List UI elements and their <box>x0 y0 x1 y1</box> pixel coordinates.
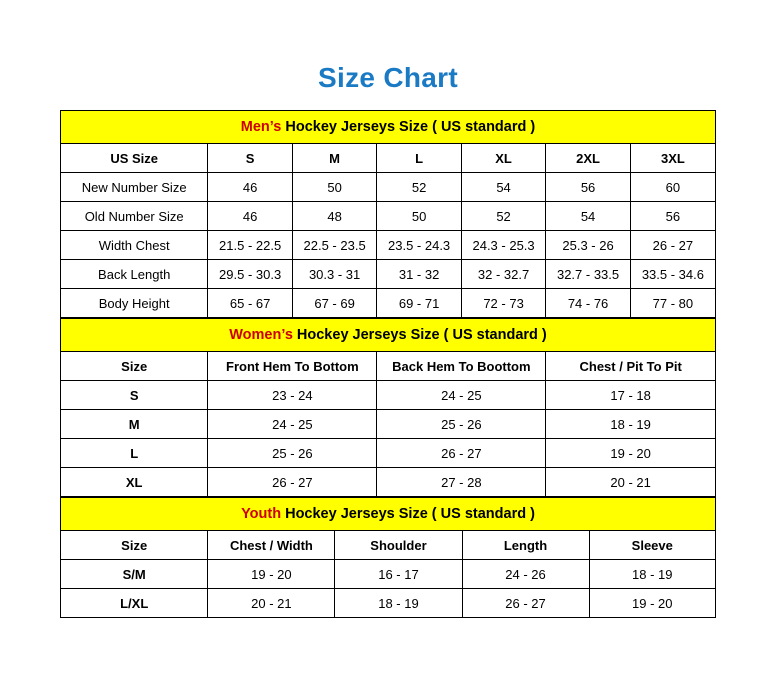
table-row <box>61 410 716 439</box>
womens-section-heading-row <box>61 319 716 352</box>
mens-row-0-val-0: 46 <box>208 173 292 202</box>
youth-col-4: Sleeve <box>589 531 715 560</box>
womens-row-2-val-2: 19 - 20 <box>546 439 716 468</box>
mens-row-3-val-5: 33.5 - 34.6 <box>630 260 715 289</box>
youth-heading-rest: Hockey Jerseys Size ( US standard ) <box>281 506 535 522</box>
youth-row-0-val-2: 24 - 26 <box>462 560 589 589</box>
mens-col-3: L <box>377 144 461 173</box>
youth-col-0: Size <box>61 531 208 560</box>
youth-section-heading-row <box>61 498 716 531</box>
mens-col-4: XL <box>461 144 545 173</box>
youth-row-1-val-3: 19 - 20 <box>589 589 715 618</box>
womens-col-1: Front Hem To Bottom <box>208 352 377 381</box>
womens-row-1-label: M <box>61 410 208 439</box>
mens-heading-rest: Hockey Jerseys Size ( US standard ) <box>281 119 536 135</box>
youth-heading-accent: Youth <box>241 506 282 522</box>
youth-size-table <box>60 497 716 618</box>
womens-row-3-label: XL <box>61 468 208 497</box>
mens-row-2-val-2: 23.5 - 24.3 <box>377 231 461 260</box>
mens-row-4-val-2: 69 - 71 <box>377 289 461 318</box>
mens-row-1-val-3: 52 <box>461 202 545 231</box>
womens-row-3-val-0: 26 - 27 <box>208 468 377 497</box>
mens-row-1-label: Old Number Size <box>61 202 208 231</box>
mens-row-3-val-0: 29.5 - 30.3 <box>208 260 292 289</box>
youth-row-0-val-0: 19 - 20 <box>208 560 335 589</box>
womens-heading-rest: Hockey Jerseys Size ( US standard ) <box>292 327 547 343</box>
mens-row-3-val-4: 32.7 - 33.5 <box>546 260 630 289</box>
youth-row-1-label: L/XL <box>61 589 208 618</box>
mens-col-1: S <box>208 144 292 173</box>
mens-row-4-val-4: 74 - 76 <box>546 289 630 318</box>
mens-section-heading-row <box>61 111 716 144</box>
womens-row-0-val-1: 24 - 25 <box>377 381 546 410</box>
mens-row-2-val-1: 22.5 - 23.5 <box>292 231 376 260</box>
table-row <box>61 260 716 289</box>
womens-row-0-label: S <box>61 381 208 410</box>
table-row <box>61 468 716 497</box>
mens-row-3-val-3: 32 - 32.7 <box>461 260 545 289</box>
youth-col-3: Length <box>462 531 589 560</box>
youth-row-1-val-1: 18 - 19 <box>335 589 462 618</box>
womens-size-table <box>60 318 716 497</box>
youth-header-row <box>61 531 716 560</box>
mens-row-2-val-5: 26 - 27 <box>630 231 715 260</box>
youth-row-0-val-3: 18 - 19 <box>589 560 715 589</box>
table-row <box>61 289 716 318</box>
womens-row-0-val-2: 17 - 18 <box>546 381 716 410</box>
womens-row-3-val-2: 20 - 21 <box>546 468 716 497</box>
mens-row-0-val-5: 60 <box>630 173 715 202</box>
mens-row-3-val-2: 31 - 32 <box>377 260 461 289</box>
mens-row-1-val-0: 46 <box>208 202 292 231</box>
womens-header-row <box>61 352 716 381</box>
mens-row-1-val-4: 54 <box>546 202 630 231</box>
womens-heading-accent: Women’s <box>229 327 293 343</box>
mens-row-3-val-1: 30.3 - 31 <box>292 260 376 289</box>
youth-col-2: Shoulder <box>335 531 462 560</box>
table-row <box>61 560 716 589</box>
womens-col-2: Back Hem To Boottom <box>377 352 546 381</box>
table-row <box>61 381 716 410</box>
youth-row-0-val-1: 16 - 17 <box>335 560 462 589</box>
mens-row-2-label: Width Chest <box>61 231 208 260</box>
mens-row-4-val-1: 67 - 69 <box>292 289 376 318</box>
table-row <box>61 202 716 231</box>
womens-section-heading <box>61 319 716 352</box>
womens-row-1-val-2: 18 - 19 <box>546 410 716 439</box>
womens-row-0-val-0: 23 - 24 <box>208 381 377 410</box>
mens-row-4-val-0: 65 - 67 <box>208 289 292 318</box>
mens-col-6: 3XL <box>630 144 715 173</box>
womens-row-2-val-1: 26 - 27 <box>377 439 546 468</box>
mens-size-table <box>60 110 716 318</box>
mens-header-row <box>61 144 716 173</box>
mens-row-2-val-4: 25.3 - 26 <box>546 231 630 260</box>
youth-col-1: Chest / Width <box>208 531 335 560</box>
youth-row-0-label: S/M <box>61 560 208 589</box>
mens-row-1-val-5: 56 <box>630 202 715 231</box>
mens-col-0: US Size <box>61 144 208 173</box>
youth-row-1-val-2: 26 - 27 <box>462 589 589 618</box>
mens-row-0-val-1: 50 <box>292 173 376 202</box>
table-row <box>61 173 716 202</box>
mens-section-heading <box>61 111 716 144</box>
womens-row-1-val-0: 24 - 25 <box>208 410 377 439</box>
mens-row-0-val-4: 56 <box>546 173 630 202</box>
page-title: Size Chart <box>318 62 458 93</box>
mens-row-4-val-5: 77 - 80 <box>630 289 715 318</box>
womens-row-3-val-1: 27 - 28 <box>377 468 546 497</box>
table-row <box>61 231 716 260</box>
mens-heading-accent: Men’s <box>240 119 282 135</box>
mens-row-3-label: Back Length <box>61 260 208 289</box>
mens-col-2: M <box>292 144 376 173</box>
mens-row-2-val-3: 24.3 - 25.3 <box>461 231 545 260</box>
womens-row-2-val-0: 25 - 26 <box>208 439 377 468</box>
mens-row-0-val-2: 52 <box>377 173 461 202</box>
mens-row-2-val-0: 21.5 - 22.5 <box>208 231 292 260</box>
size-chart-container <box>60 110 716 618</box>
mens-col-5: 2XL <box>546 144 630 173</box>
mens-row-0-val-3: 54 <box>461 173 545 202</box>
womens-col-3: Chest / Pit To Pit <box>546 352 716 381</box>
mens-row-4-label: Body Height <box>61 289 208 318</box>
womens-row-2-label: L <box>61 439 208 468</box>
mens-row-1-val-2: 50 <box>377 202 461 231</box>
womens-col-0: Size <box>61 352 208 381</box>
womens-row-1-val-1: 25 - 26 <box>377 410 546 439</box>
mens-row-4-val-3: 72 - 73 <box>461 289 545 318</box>
table-row <box>61 439 716 468</box>
youth-section-heading <box>61 498 716 531</box>
mens-row-0-label: New Number Size <box>61 173 208 202</box>
youth-row-1-val-0: 20 - 21 <box>208 589 335 618</box>
mens-row-1-val-1: 48 <box>292 202 376 231</box>
table-row <box>61 589 716 618</box>
